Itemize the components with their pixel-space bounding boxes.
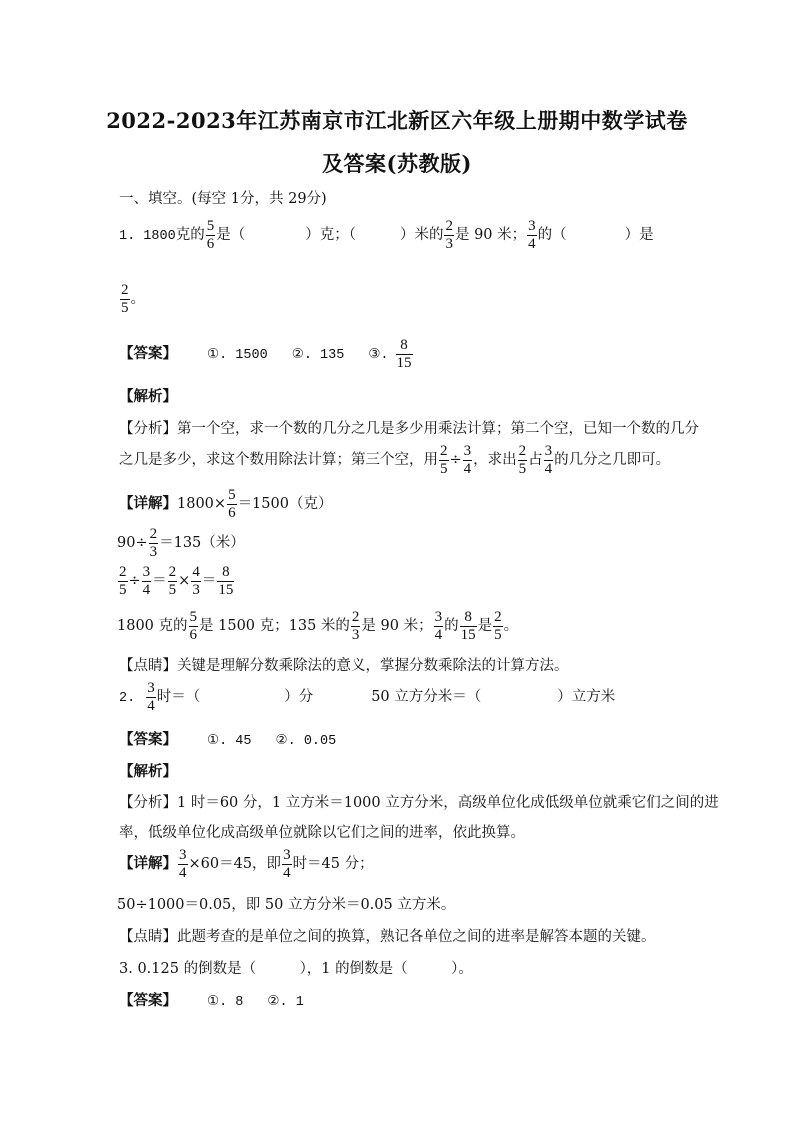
- denominator: 4: [463, 460, 472, 477]
- fraction: [396, 337, 413, 371]
- q1-text: ）克；（: [305, 227, 356, 243]
- denominator: 6: [206, 235, 215, 252]
- denominator: 6: [189, 626, 198, 643]
- fraction: [191, 564, 201, 598]
- detail-text: 是 1500 克；135 米的: [199, 618, 350, 634]
- answer-item: ①. 8: [207, 995, 244, 1010]
- numerator: 3: [283, 847, 291, 863]
- answer-item: ③.: [368, 348, 389, 363]
- numerator: 5: [206, 218, 215, 234]
- detail-text: 的: [444, 618, 459, 634]
- denominator: 4: [142, 581, 151, 598]
- numerator: 2: [440, 443, 448, 459]
- q2-detail-line2: 50÷1000＝0.05，即 50 立方分米＝0.05 立方米。: [117, 897, 456, 913]
- numerator: 8: [396, 337, 413, 355]
- denominator: 4: [544, 460, 553, 477]
- numerator: 4: [192, 564, 200, 580]
- denominator: 4: [179, 864, 187, 881]
- operator: ＝: [152, 573, 167, 589]
- answer-label: 【答案】: [119, 992, 177, 1009]
- q2-fenxi-line1: 【分析】1 时＝60 分，1 立方米＝1000 立方分米，高级单位化成低级单位就乘它们之间的进: [119, 795, 719, 811]
- denominator: 5: [168, 581, 177, 598]
- numerator: 2: [351, 609, 360, 625]
- q2-text: ）分: [284, 689, 314, 705]
- detail-text: ＝135（米）: [159, 535, 245, 551]
- detail-text: 是: [477, 618, 493, 634]
- q1-detail-line3: [117, 564, 235, 598]
- fraction: [168, 564, 178, 598]
- q3-answer: [119, 989, 304, 1010]
- fraction: [439, 443, 449, 477]
- q1-detail-line2: [117, 526, 245, 560]
- denominator: 5: [119, 581, 127, 598]
- fraction: [460, 609, 477, 643]
- q2-text: 时＝（: [156, 689, 201, 705]
- q2-analysis-label: 【解析】: [119, 763, 177, 780]
- question-2: [119, 680, 615, 714]
- detail-text: 是 90 米；: [361, 618, 433, 634]
- question-1-cont: [119, 282, 145, 316]
- numerator: 2: [494, 609, 502, 625]
- answer-item: ②. 135: [291, 348, 345, 363]
- fenxi-text: 之几是多少，求这个数用除法计算；第三个空，用: [119, 452, 438, 468]
- denominator: 3: [149, 543, 158, 560]
- numerator: 3: [142, 564, 151, 580]
- numerator: 8: [217, 564, 234, 582]
- numerator: 5: [189, 609, 198, 625]
- q1-detail-line4: [117, 609, 518, 643]
- denominator: 15: [218, 581, 234, 598]
- answer-item: ②. 1: [267, 995, 304, 1010]
- numerator: 3: [544, 443, 553, 459]
- fraction: [146, 680, 156, 714]
- fraction: [518, 443, 528, 477]
- fenxi-text: 占: [528, 452, 543, 468]
- denominator: 5: [518, 460, 527, 477]
- denominator: 3: [351, 626, 360, 643]
- denominator: 15: [396, 354, 412, 371]
- operator: ÷: [128, 573, 141, 589]
- q2-answer: [119, 728, 336, 749]
- q1-fenxi-line1: 【分析】第一个空，求一个数的几分之几是多少用乘法计算；第二个空，已知一个数的几分: [119, 421, 699, 437]
- numerator: 2: [168, 564, 177, 580]
- q2-text: 50 立方分米＝（: [371, 689, 482, 705]
- denominator: 4: [147, 697, 155, 714]
- fenxi-text: ，求出: [473, 452, 517, 468]
- question-1: [119, 218, 654, 252]
- fraction: [493, 609, 503, 643]
- numerator: 8: [460, 609, 477, 627]
- q1-answer: [119, 337, 414, 371]
- numerator: 3: [434, 609, 443, 625]
- numerator: 2: [121, 282, 129, 298]
- answer-label: 【答案】: [119, 731, 177, 748]
- q1-text: ）是: [624, 227, 654, 243]
- fraction: [189, 609, 199, 643]
- answer-item: ①. 45: [207, 734, 252, 749]
- denominator: 3: [445, 235, 453, 252]
- q1-text: 克的: [175, 227, 205, 243]
- detail-label: 【详解】: [119, 855, 177, 872]
- fraction: [149, 526, 159, 560]
- q1-text: 是 90 米；: [454, 227, 527, 243]
- fraction: [227, 487, 237, 521]
- detail-label: 【详解】: [119, 495, 177, 512]
- numerator: 3: [463, 443, 472, 459]
- denominator: 5: [121, 299, 129, 316]
- document-title-line2: 及答案(苏教版): [322, 151, 472, 176]
- q1-text: ）米的: [399, 227, 444, 243]
- operator: ÷: [449, 452, 462, 468]
- fraction: [217, 564, 234, 598]
- detail-text: 时＝45 分；: [292, 856, 374, 872]
- detail-text: 。: [503, 618, 519, 634]
- fraction: [463, 443, 473, 477]
- numerator: 2: [445, 218, 453, 234]
- q1-text: 的（: [537, 227, 567, 243]
- q2-text: ）立方米: [557, 689, 616, 705]
- operator: ×: [178, 573, 191, 589]
- numerator: 5: [228, 487, 236, 503]
- numerator: 2: [119, 564, 127, 580]
- fraction: [527, 218, 537, 252]
- question-number: 2.: [119, 691, 136, 706]
- q1-text: 。: [130, 291, 145, 307]
- detail-text: ＝1500（克）: [237, 496, 333, 512]
- denominator: 5: [440, 460, 448, 477]
- denominator: 4: [283, 864, 291, 881]
- fraction: [120, 282, 130, 316]
- denominator: 3: [192, 581, 200, 598]
- answer-item: ①. 1500: [207, 348, 268, 363]
- q1-text: 是（: [216, 227, 246, 243]
- fraction: [178, 847, 188, 881]
- answer-item: ②. 0.05: [275, 734, 337, 749]
- detail-text: 1800×: [177, 496, 227, 512]
- numerator: 3: [528, 218, 536, 234]
- detail-text: ×60＝45，即: [188, 856, 282, 872]
- numerator: 2: [518, 443, 527, 459]
- q1-analysis-label: 【解析】: [119, 388, 177, 405]
- detail-text: 1800 克的: [117, 618, 188, 634]
- fraction: [282, 847, 292, 881]
- denominator: 5: [494, 626, 502, 643]
- answer-label: 【答案】: [119, 345, 177, 362]
- document-title-line1: 2022-2023年江苏南京市江北新区六年级上册期中数学试卷: [106, 108, 688, 133]
- q1-dianjing: 【点睛】关键是理解分数乘除法的意义，掌握分数乘除法的计算方法。: [119, 658, 569, 674]
- numerator: 2: [149, 526, 158, 542]
- denominator: 4: [434, 626, 443, 643]
- detail-text: 90÷: [117, 535, 148, 551]
- q1-fenxi-line2: [119, 443, 670, 477]
- fenxi-text: 的几分之几即可。: [554, 452, 671, 468]
- question-3: 3. 0.125 的倒数是（ ），1 的倒数是（ ）。: [119, 961, 473, 977]
- fraction: [434, 609, 444, 643]
- numerator: 3: [179, 847, 187, 863]
- denominator: 15: [460, 626, 476, 643]
- q1-detail-line1: [119, 487, 332, 521]
- q2-dianjing: 【点睛】此题考查的是单位之间的换算，熟记各单位之间的进率是解答本题的关键。: [119, 929, 656, 945]
- operator: ＝: [201, 573, 217, 589]
- denominator: 4: [528, 235, 536, 252]
- fraction: [118, 564, 128, 598]
- question-number: 1. 1800: [119, 229, 176, 244]
- numerator: 3: [147, 680, 155, 696]
- q2-fenxi-line2: 率，低级单位化成高级单位就除以它们之间的进率，依此换算。: [119, 825, 525, 841]
- fraction: [142, 564, 152, 598]
- fraction: [544, 443, 554, 477]
- fraction: [206, 218, 216, 252]
- denominator: 6: [228, 504, 236, 521]
- fraction: [444, 218, 454, 252]
- section-heading: 一、填空。(每空 1分，共 29分): [119, 191, 327, 207]
- fraction: [351, 609, 361, 643]
- q2-detail-line1: [119, 847, 374, 881]
